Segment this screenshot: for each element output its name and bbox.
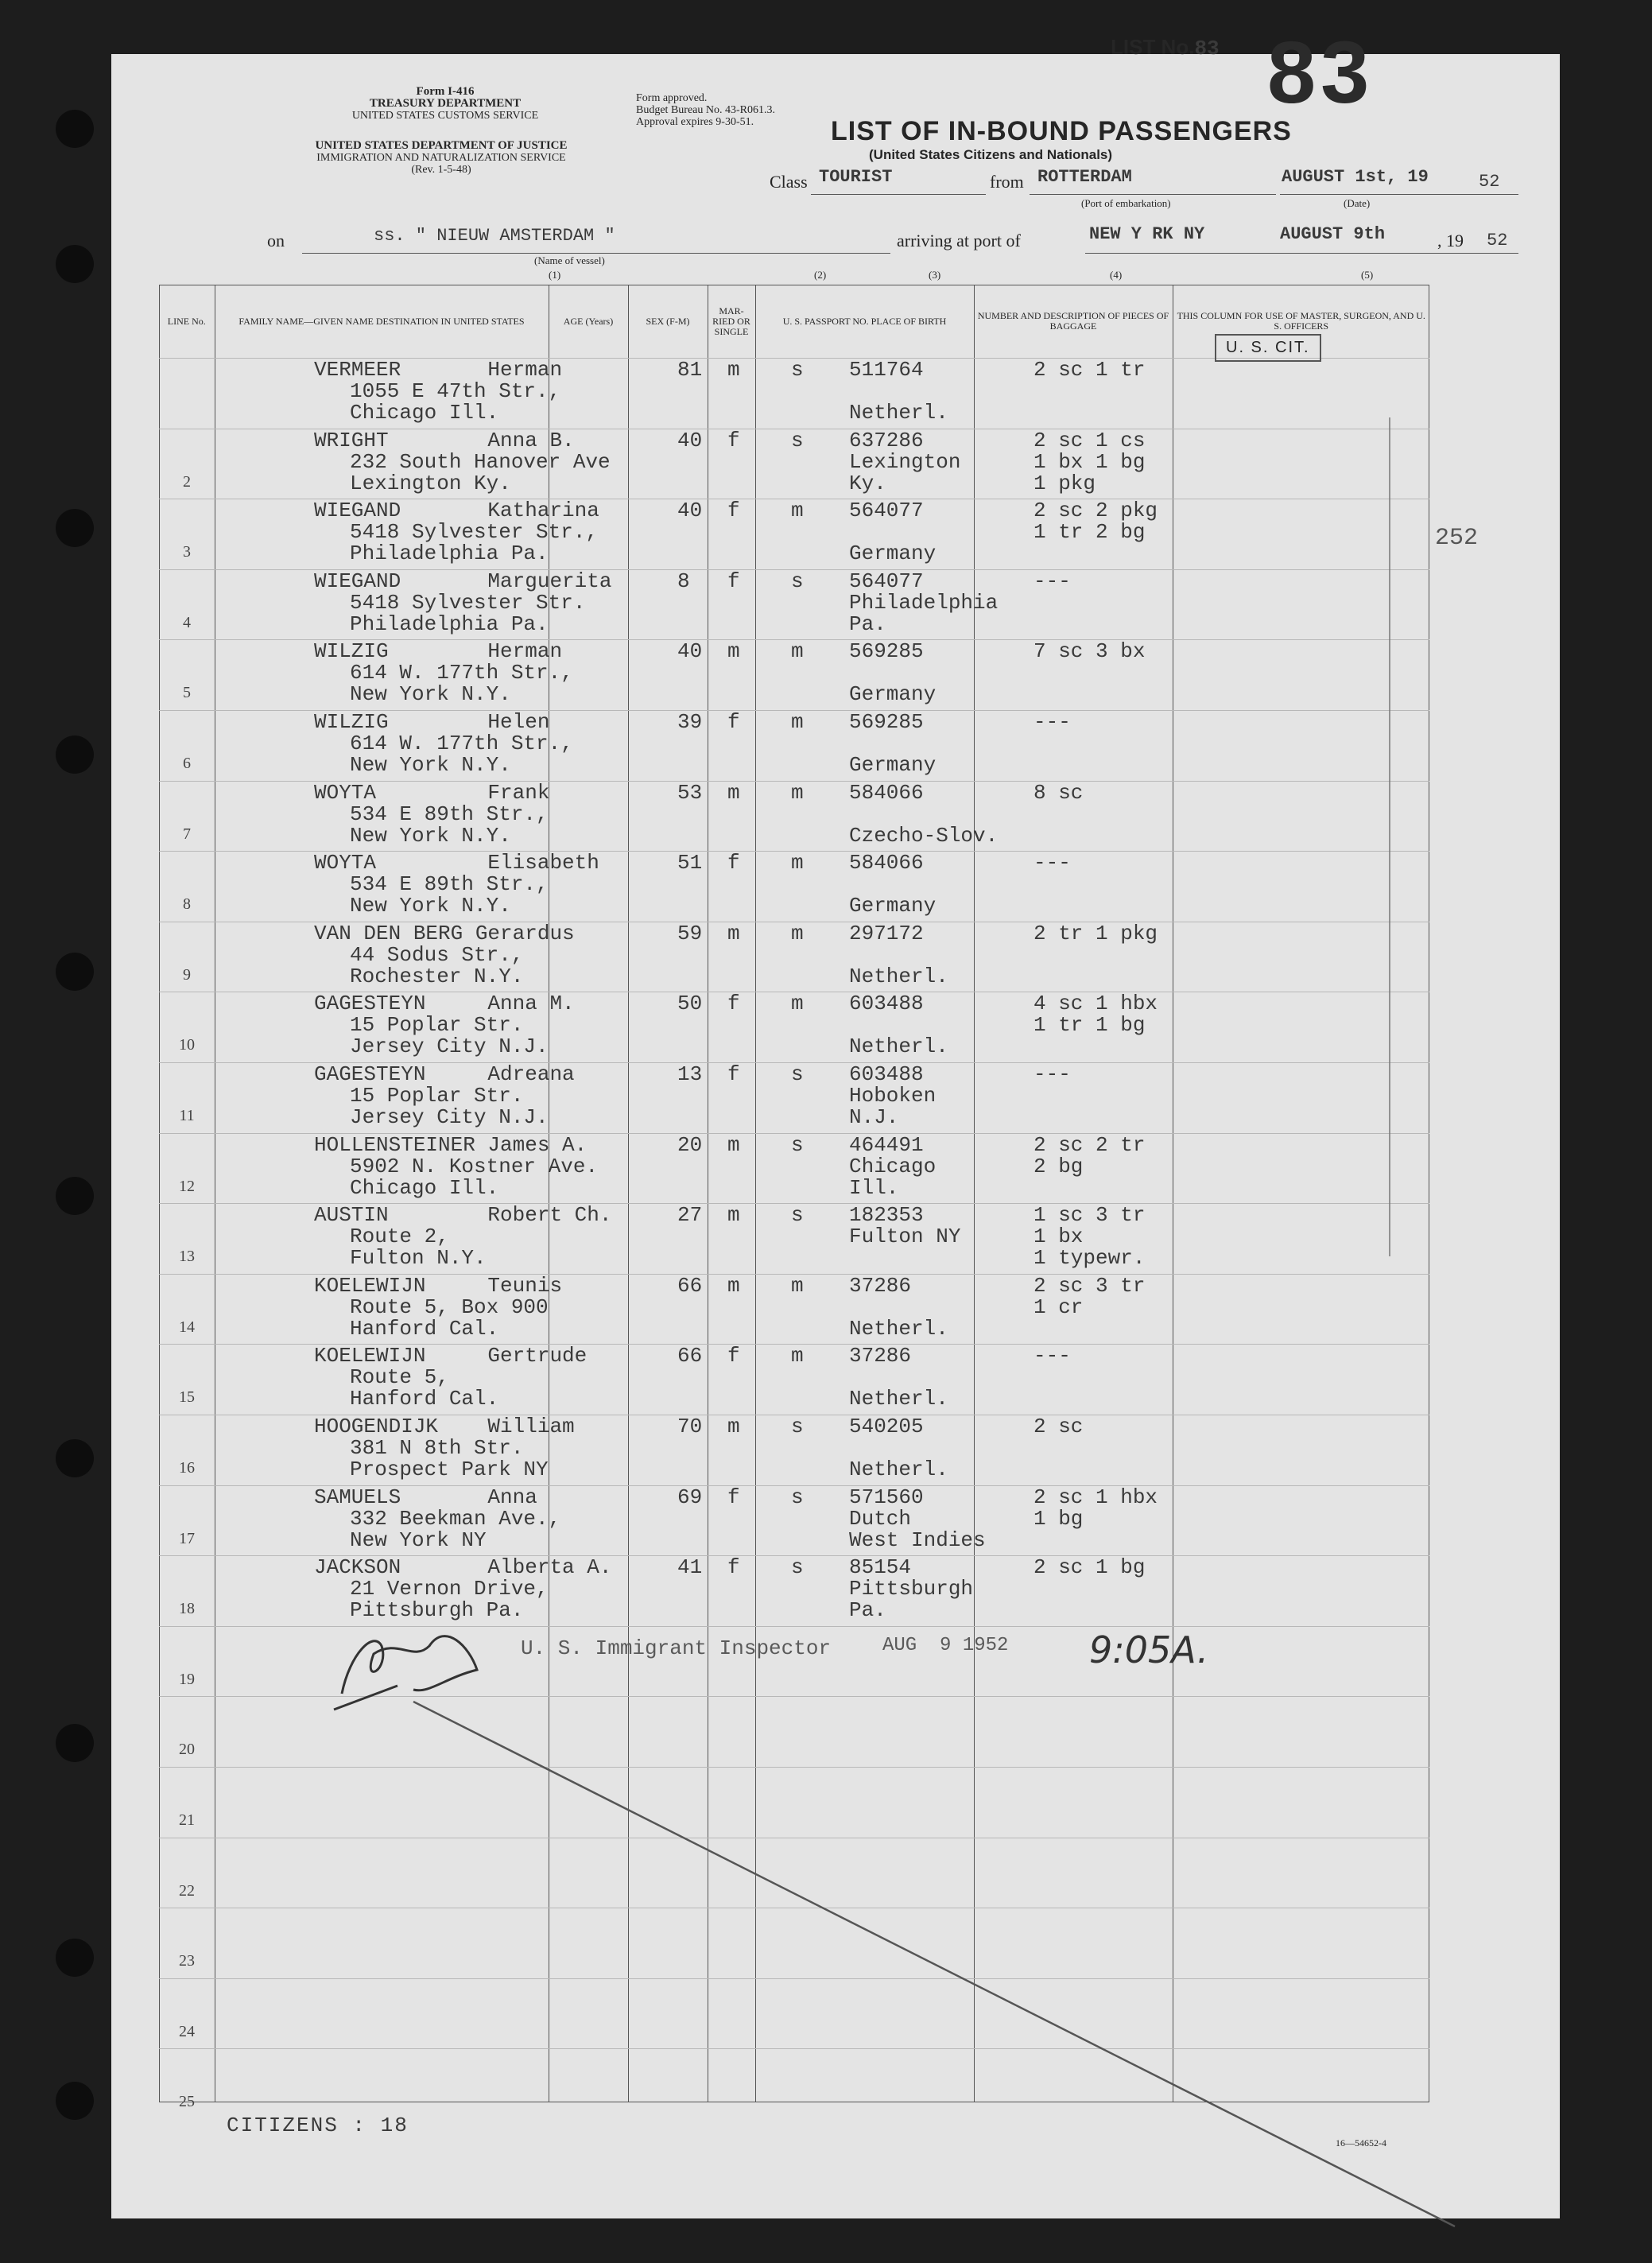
passenger-address: 232 South Hanover Ave Lexington Ky. [350, 449, 611, 495]
passenger-marital-status: s [791, 1555, 804, 1580]
passenger-baggage: --- [1033, 851, 1071, 875]
passenger-age: 13 [677, 1062, 703, 1086]
passenger-address: 1055 E 47th Str., Chicago Ill. [350, 379, 561, 425]
passenger-marital-status: m [791, 921, 804, 945]
class-value: TOURIST [819, 167, 893, 187]
line-number: 24 [179, 2022, 195, 2040]
passenger-sex: f [727, 499, 740, 523]
arrival-year: 52 [1487, 231, 1508, 250]
line-number: 18 [179, 1600, 195, 1618]
passenger-baggage: 2 sc 1 bg [1033, 1555, 1146, 1580]
passenger-sex: f [727, 1344, 740, 1368]
passenger-passport: 637286 Lexington Ky. [849, 428, 961, 495]
line-number: 7 [183, 825, 191, 843]
passenger-address: 332 Beekman Ave., New York NY [350, 1506, 561, 1552]
passenger-age: 70 [677, 1415, 703, 1438]
class-label: Class [770, 172, 808, 192]
passenger-sex: f [727, 1062, 740, 1086]
from-value: ROTTERDAM [1037, 167, 1132, 187]
passenger-name: WILZIG Helen [314, 710, 550, 734]
us-citizen-stamp: U. S. CIT. [1215, 334, 1321, 362]
col-officers: THIS COLUMN FOR USE OF MASTER, SURGEON, AND U. S. OFFICERS [1173, 285, 1429, 359]
passenger-passport: 182353 Fulton NY [849, 1203, 961, 1249]
passenger-name: WIEGAND Katharina [314, 499, 599, 523]
justice-dept: UNITED STATES DEPARTMENT OF JUSTICE [315, 139, 568, 152]
passenger-passport: 603488 Hoboken N.J. [849, 1062, 937, 1129]
departure-year: 52 [1479, 172, 1500, 192]
passenger-sex: m [727, 639, 740, 664]
passenger-age: 8 [677, 569, 690, 593]
passenger-sex: m [727, 780, 740, 805]
passenger-passport: 571560 Dutch West Indies [849, 1485, 986, 1552]
passenger-passport: 603488 Netherl. [849, 992, 948, 1059]
passenger-baggage: 2 sc 1 cs 1 bx 1 bg 1 pkg [1033, 428, 1146, 495]
passenger-marital-status: s [791, 1132, 804, 1157]
passenger-marital-status: s [791, 1203, 804, 1228]
line-number: 12 [179, 1177, 195, 1195]
line-number: 2 [183, 472, 191, 491]
line-number: 23 [179, 1952, 195, 1970]
arrival-year-prefix: , 19 [1437, 231, 1464, 250]
passenger-name: SAMUELS Anna [314, 1485, 537, 1509]
col-name: FAMILY NAME—GIVEN NAME DESTINATION IN UNITED STATES [215, 285, 549, 359]
treasury-dept: TREASURY DEPARTMENT [369, 97, 522, 110]
form-code: 16—54652-4 [1336, 2137, 1386, 2148]
customs-service: UNITED STATES CUSTOMS SERVICE [351, 110, 539, 122]
col-married: MAR-RIED OR SINGLE [708, 285, 755, 359]
passenger-baggage: --- [1033, 1062, 1071, 1086]
passenger-marital-status: s [791, 428, 804, 452]
passenger-name: GAGESTEYN Adreana [314, 1062, 575, 1086]
passenger-age: 59 [677, 921, 703, 945]
arriving-label: arriving at port of [897, 231, 1021, 250]
passenger-address: 44 Sodus Str., Rochester N.Y. [350, 942, 524, 988]
passenger-passport: 511764 Netherl. [849, 358, 948, 425]
approval-expiry: Approval expires 9-30-51. [636, 116, 754, 128]
citizens-count: CITIZENS : 18 [227, 2114, 409, 2137]
passenger-name: VERMEER Herman [314, 358, 563, 382]
line-number: 19 [179, 1670, 195, 1688]
line-number: 9 [183, 965, 191, 984]
line-number: 14 [179, 1318, 195, 1336]
officer-note: 252 [1435, 525, 1479, 552]
passenger-passport: 37286 Netherl. [849, 1273, 948, 1341]
passenger-age: 66 [677, 1273, 703, 1298]
passenger-age: 66 [677, 1344, 703, 1368]
passenger-passport: 584066 Czecho-Slov. [849, 780, 999, 848]
inspector-label: U. S. Immigrant Inspector [521, 1636, 832, 1660]
passenger-age: 20 [677, 1132, 703, 1157]
passenger-name: KOELEWIJN Gertrude [314, 1344, 588, 1368]
void-diagonal-line [413, 1702, 1455, 2226]
passenger-sex: f [727, 1485, 740, 1509]
passenger-sex: f [727, 569, 740, 593]
passenger-sex: f [727, 710, 740, 734]
passenger-marital-status: m [791, 851, 804, 875]
passenger-passport: 569285 Germany [849, 639, 937, 707]
inspector-stamp: AUG 9 1952 [882, 1635, 1009, 1656]
passenger-marital-status: s [791, 358, 804, 382]
col-number-1: (1) [549, 269, 561, 281]
passenger-address: 15 Poplar Str. Jersey City N.J. [350, 1084, 549, 1129]
line-number: 10 [179, 1036, 195, 1054]
passenger-baggage: 2 sc 1 tr [1033, 358, 1146, 382]
passenger-passport: 569285 Germany [849, 710, 937, 777]
passenger-baggage: 1 sc 3 tr 1 bx 1 typewr. [1033, 1203, 1146, 1271]
line-number: 4 [183, 613, 191, 631]
line-number: 6 [183, 755, 191, 772]
revision: (Rev. 1-5-48) [411, 164, 471, 176]
form-number: Form I-416 [416, 85, 475, 98]
big-sheet-number: 83 [1267, 24, 1375, 122]
passenger-baggage: 7 sc 3 bx [1033, 639, 1146, 664]
passenger-sex: m [727, 1132, 740, 1157]
inspector-signature [342, 1636, 477, 1694]
passenger-address: Route 2, Fulton N.Y. [350, 1225, 487, 1271]
col-number-3: (3) [929, 269, 941, 281]
passenger-sex: m [727, 1415, 740, 1438]
passenger-marital-status: m [791, 1344, 804, 1368]
passenger-sex: f [727, 851, 740, 875]
passenger-name: WIEGAND Marguerita [314, 569, 612, 593]
passenger-address: 21 Vernon Drive, Pittsburgh Pa. [350, 1577, 549, 1623]
col-age: AGE (Years) [549, 285, 628, 359]
list-subtitle: (United States Citizens and Nationals) [869, 147, 1113, 162]
on-label: on [267, 231, 285, 250]
passenger-marital-status: m [791, 639, 804, 664]
passenger-name: JACKSON Alberta A. [314, 1555, 612, 1580]
passenger-baggage: 2 sc [1033, 1415, 1084, 1438]
passenger-passport: 540205 Netherl. [849, 1415, 948, 1481]
passenger-address: 15 Poplar Str. Jersey City N.J. [350, 1013, 549, 1059]
passenger-sex: m [727, 1203, 740, 1228]
line-number: 11 [179, 1107, 195, 1124]
passenger-baggage: 2 sc 1 hbx 1 bg [1033, 1485, 1158, 1531]
line-number: 8 [183, 895, 191, 914]
passenger-marital-status: s [791, 1062, 804, 1086]
arrival-date: AUGUST 9th [1280, 224, 1386, 244]
budget-bureau: Budget Bureau No. 43-R061.3. [636, 104, 775, 116]
passenger-name: WILZIG Herman [314, 639, 563, 664]
passenger-address: 381 N 8th Str. Prospect Park NY [350, 1436, 549, 1481]
passenger-name: WOYTA Frank [314, 780, 550, 805]
passenger-marital-status: s [791, 569, 804, 593]
passenger-address: 5418 Sylvester Str., Philadelphia Pa. [350, 520, 599, 566]
list-number-label: LIST No. [1111, 35, 1195, 59]
passenger-marital-status: s [791, 1485, 804, 1509]
passenger-marital-status: m [791, 992, 804, 1016]
passenger-baggage: --- [1033, 710, 1071, 734]
line-number: 22 [179, 1881, 195, 1900]
passenger-age: 27 [677, 1203, 703, 1228]
passenger-age: 69 [677, 1485, 703, 1509]
passenger-age: 40 [677, 428, 703, 452]
passenger-marital-status: m [791, 1273, 804, 1298]
line-number: 5 [183, 684, 191, 702]
vessel-caption: (Name of vessel) [534, 254, 605, 266]
line-number: 16 [179, 1459, 195, 1477]
passenger-baggage: --- [1033, 1344, 1071, 1368]
line-number: 25 [179, 2093, 195, 2111]
passenger-sex: m [727, 1273, 740, 1298]
passenger-passport: 564077 Philadelphia Pa. [849, 569, 999, 636]
passenger-address: 614 W. 177th Str., New York N.Y. [350, 732, 573, 777]
vessel-name: ss. " NIEUW AMSTERDAM " [374, 226, 615, 246]
passenger-sex: m [727, 358, 740, 382]
col-line-no: LINE No. [159, 285, 215, 359]
passenger-name: GAGESTEYN Anna M. [314, 992, 575, 1016]
passenger-marital-status: m [791, 499, 804, 523]
passenger-age: 50 [677, 992, 703, 1016]
passenger-address: 614 W. 177th Str., New York N.Y. [350, 661, 573, 707]
passenger-address: 5902 N. Kostner Ave. Chicago Ill. [350, 1154, 599, 1200]
from-label: from [990, 172, 1024, 192]
passenger-sex: f [727, 428, 740, 452]
ins-service: IMMIGRATION AND NATURALIZATION SERVICE [316, 152, 566, 164]
list-number-value: 83 [1194, 37, 1220, 60]
passenger-name: WRIGHT Anna B. [314, 428, 575, 452]
passenger-age: 53 [677, 780, 703, 805]
passenger-passport: 464491 Chicago Ill. [849, 1132, 937, 1200]
line-number: 17 [179, 1529, 195, 1547]
passenger-marital-status: m [791, 780, 804, 805]
passenger-age: 40 [677, 499, 703, 523]
passenger-age: 39 [677, 710, 703, 734]
col-number-4: (4) [1110, 269, 1123, 281]
list-title: LIST OF IN-BOUND PASSENGERS [831, 116, 1292, 146]
col-number-2: (2) [814, 269, 827, 281]
line-number: 13 [179, 1248, 195, 1266]
passenger-name: KOELEWIJN Teunis [314, 1273, 563, 1298]
passenger-name: AUSTIN Robert Ch. [314, 1203, 612, 1228]
passenger-name: WOYTA Elisabeth [314, 851, 599, 875]
col-sex: SEX (F-M) [628, 285, 708, 359]
col-baggage: NUMBER AND DESCRIPTION OF PIECES OF BAGGAGE [974, 285, 1173, 359]
passenger-marital-status: s [791, 1415, 804, 1438]
passenger-baggage: 2 sc 2 tr 2 bg [1033, 1132, 1146, 1178]
passenger-address: 534 E 89th Str., New York N.Y. [350, 872, 549, 918]
passenger-sex: m [727, 921, 740, 945]
line-number: 15 [179, 1388, 195, 1407]
col-number-5: (5) [1361, 269, 1374, 281]
passenger-sex: f [727, 1555, 740, 1580]
passenger-baggage: --- [1033, 569, 1071, 593]
passenger-baggage: 2 sc 3 tr 1 cr [1033, 1273, 1146, 1319]
passenger-age: 40 [677, 639, 703, 664]
line-number: 21 [179, 1811, 195, 1829]
port-embarkation-caption: (Port of embarkation) [1081, 197, 1171, 209]
form-approved: Form approved. [636, 92, 708, 104]
passenger-marital-status: m [791, 710, 804, 734]
passenger-passport: 584066 Germany [849, 851, 937, 918]
col-passport: U. S. PASSPORT NO. PLACE OF BIRTH [755, 285, 974, 359]
passenger-address: 5418 Sylvester Str. Philadelphia Pa. [350, 590, 586, 636]
passenger-name: HOOGENDIJK William [314, 1415, 575, 1438]
passenger-passport: 85154 Pittsburgh Pa. [849, 1555, 974, 1623]
passenger-baggage: 8 sc [1033, 780, 1084, 805]
passenger-passport: 297172 Netherl. [849, 921, 948, 988]
passenger-address: Route 5, Box 900 Hanford Cal. [350, 1295, 549, 1341]
passenger-name: HOLLENSTEINER James A. [314, 1132, 588, 1157]
arrival-port: NEW Y RK NY [1089, 224, 1205, 244]
passenger-baggage: 2 sc 2 pkg 1 tr 2 bg [1033, 499, 1158, 545]
passenger-age: 41 [677, 1555, 703, 1580]
passenger-passport: 564077 Germany [849, 499, 937, 566]
passenger-address: Route 5, Hanford Cal. [350, 1365, 499, 1411]
date-caption: (Date) [1344, 197, 1371, 209]
passenger-sex: f [727, 992, 740, 1016]
passenger-age: 81 [677, 358, 703, 382]
line-number: 20 [179, 1741, 195, 1759]
passenger-baggage: 4 sc 1 hbx 1 tr 1 bg [1033, 992, 1158, 1038]
passenger-passport: 37286 Netherl. [849, 1344, 948, 1411]
passenger-baggage: 2 tr 1 pkg [1033, 921, 1158, 945]
passenger-name: VAN DEN BERG Gerardus [314, 921, 575, 945]
passenger-age: 51 [677, 851, 703, 875]
inspection-time: 9:05A. [1089, 1628, 1209, 1671]
departure-date: AUGUST 1st, 19 [1282, 167, 1429, 187]
passenger-address: 534 E 89th Str., New York N.Y. [350, 802, 549, 848]
line-number: 3 [183, 543, 191, 561]
